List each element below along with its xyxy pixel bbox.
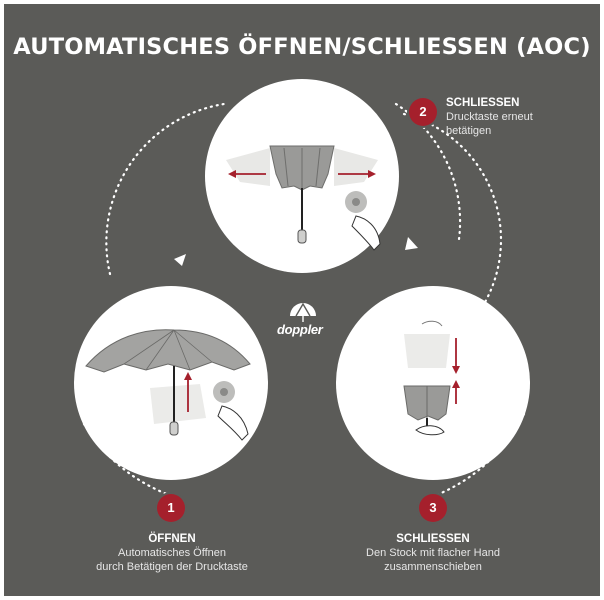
brand-logo: doppler [277, 322, 323, 337]
cycle-diagram [4, 4, 600, 596]
step-2-text [446, 96, 533, 138]
step-2-line2: betätigen [446, 125, 492, 137]
step-1-text [72, 532, 272, 574]
step-2-line1: Drucktaste erneut [446, 111, 533, 123]
step-1-line2: durch Betätigen der Drucktaste [96, 561, 248, 573]
step-1-heading: ÖFFNEN [148, 533, 196, 545]
step-3-number: 3 [419, 494, 447, 522]
step-3-heading: SCHLIESSEN [396, 533, 470, 545]
circle-step-1 [74, 286, 268, 480]
infographic-panel [4, 4, 600, 596]
step-2-heading: SCHLIESSEN [446, 97, 520, 109]
step-1-number: 1 [157, 494, 185, 522]
circle-step-2 [205, 79, 399, 273]
doppler-logo-icon [290, 303, 316, 322]
step-2-number: 2 [409, 98, 437, 126]
step-3-line2: zusammenschieben [384, 561, 482, 573]
step-3-text [333, 532, 533, 574]
step-1-line1: Automatisches Öffnen [117, 547, 227, 559]
step-3-line1: Den Stock mit flacher Hand [366, 547, 500, 559]
page-title: AUTOMATISCHES ÖFFNEN/SCHLIESSEN (AOC) [13, 34, 591, 60]
circle-step-3 [336, 286, 530, 480]
